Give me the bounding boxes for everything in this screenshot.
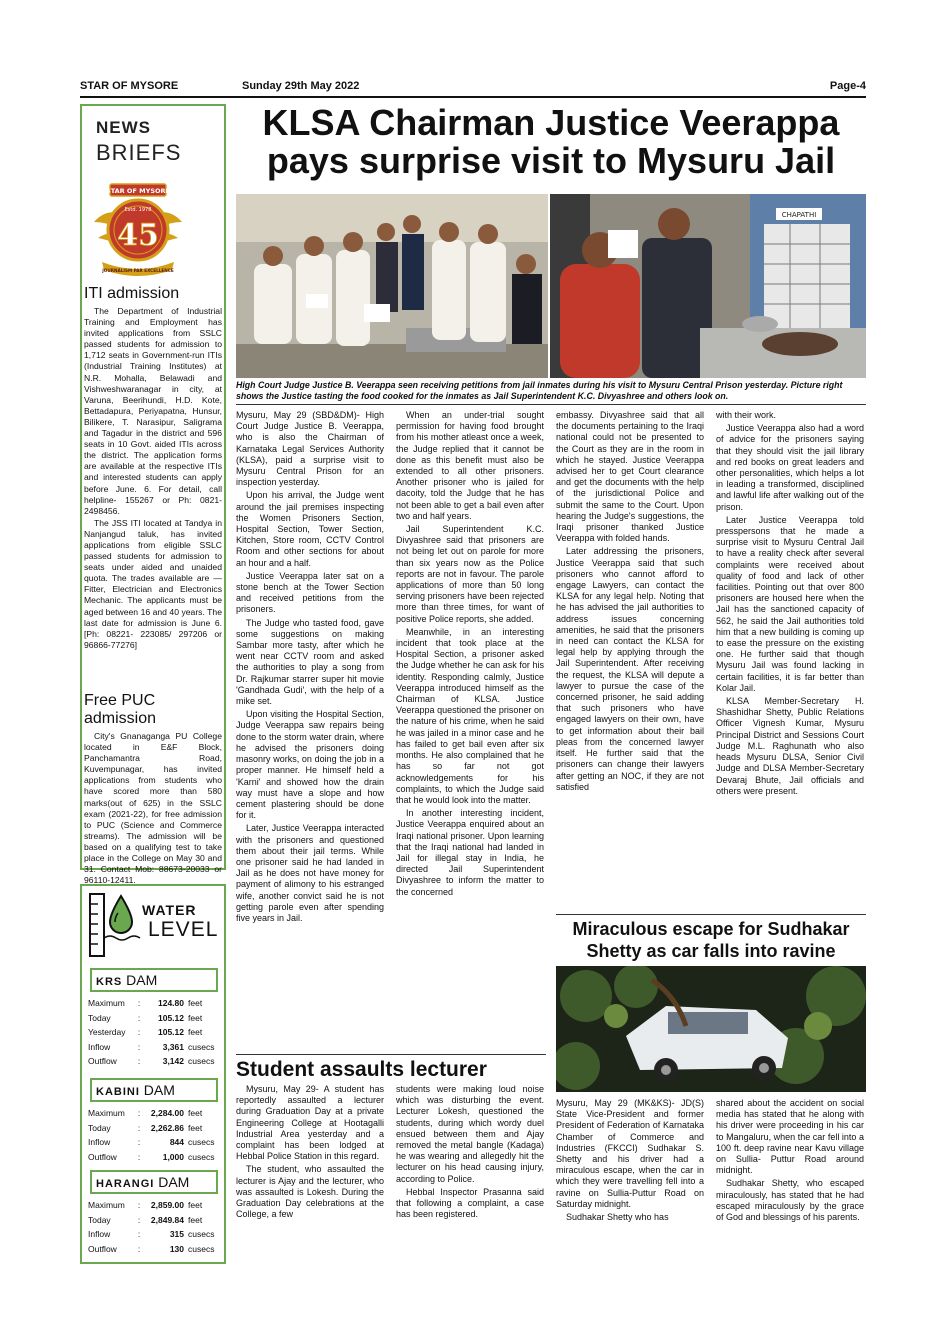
escape-column-1 [556, 1098, 704, 1225]
lead-c2-paragraph: In another interesting incident, Justice Veerappa enquired about an Iraqi national prisoner. Upon learning that the Iraqi national had landed in Jail for illegal stay in India, he directed Jail Superintendent Divyashree to inform the matter to the concerned [396, 808, 544, 897]
svg-text:Estd. 1978: Estd. 1978 [124, 207, 152, 213]
lead-c4-paragraph: with their work. [716, 410, 777, 420]
krs-dam-tab [90, 968, 218, 992]
escape-c2-paragraph: Sudhakar Shetty, who escaped miraculously, has stated that he had escaped miraculously by the grace of God and blessings of his parents. [716, 1178, 864, 1223]
news-briefs-heading [96, 118, 181, 166]
table-row: Inflow : 3,361 cusecs [88, 1041, 215, 1052]
table-row: Inflow : 844 cusecs [88, 1137, 215, 1148]
lead-headline [236, 104, 866, 180]
iti-paragraph-2: The JSS ITI located at Tandya in Nanjangud taluk, has invited applications from eligible SSLC passed students for admission to seats under aided and unaided quota. The trades available are — Fitter, Electrician and Electronics Mechanic. The applicants must be aged between 16 and 40 years. The last date for admission is June 6. [Ph: 08221- 223085/ 297206 or 96866-77276] [84, 517, 222, 650]
escape-column-2 [716, 1098, 864, 1225]
lead-c2-paragraph: When an under-trial sought permission for having food brought from his mother atleast once a week, the Judge replied that it cannot be done as this benefit must also be extended to all other prisoners. Another prisoner who is jailed for dacoity, told the Judge that he has not been able to get a bail even after two and half years. [396, 410, 544, 521]
kabini-dam-suffix: DAM [143, 1082, 175, 1098]
lead-c2-paragraph: Meanwhile, in an interesting incident that took place at the Hospital Section, a prisoner asked the Judge whether he can ask for his identity. Responding calmly, Justice Veerappa introduced himself as the Chairman of KLSA. Justice Veerappa questioned the prisoner on the nature of his crime, when he said he was jailed in a minor case and he has failed to get bail even after six months. He also complained that he has so far not got acknowledgements for his complaints, to which the Judge said that he would look into the matter. [396, 626, 544, 805]
water-gauge-icon [88, 892, 142, 958]
table-row: Inflow : 315 cusecs [88, 1229, 215, 1240]
escape-headline: Miraculous escape for Sudhakar Shetty as car falls into ravine [572, 919, 850, 961]
harangi-dam-table [88, 1198, 222, 1256]
table-row: Outflow : 3,142 cusecs [88, 1056, 215, 1067]
table-row: Today : 2,262.86 feet [88, 1122, 203, 1133]
briefs-label: BRIEFS [96, 140, 182, 165]
paper-name: STAR OF MYSORE [80, 80, 179, 92]
lead-column-2 [396, 410, 544, 900]
page-number: Page-4 [829, 80, 866, 92]
table-row: Maximum : 124.80 feet [88, 998, 203, 1009]
car-in-ravine-photo [556, 966, 866, 1092]
photo-food-tasting [550, 194, 866, 378]
lead-c1-paragraph: Upon visiting the Hospital Section, Judge Veerappa saw repairs being done to the storm water drain, where he advised the prisoners doing masonry works, on doing the job in a proper manner. He himself held a 'Karni' and showed how the drain way must have a slope and how cement plastering should be done for it. [236, 709, 384, 821]
kabini-dam-tab [90, 1078, 218, 1102]
student-c1-paragraph: The student, who assaulted the lecturer is Ajay and the lecturer, who was assaulted is Lokesh. During the Graduation Day celebrations at the College, a few [236, 1164, 384, 1220]
krs-dam-table [88, 996, 222, 1069]
lead-headline-line-1: KLSA Chairman Justice Veerappa [262, 102, 840, 143]
lead-c4-paragraph: Later Justice Veerappa told presspersons that he made a surprise visit to Mysuru Central Jail to have a reality check after several complaints were received about quality of food and lack of other facilities. Pointing out that over 800 prisoners are housed here when the Jail has the sanctioned capacity of 562, he said the Jail authorities told him that a new building is coming up to ease the pressure on the existing one. He further said that though Mysuru Jail was found lacking in certain facilities, it is far better than Kolar Jail. [716, 514, 864, 693]
lead-c1-paragraph: The Judge who tasted food, gave some suggestions on making Sambar more tasty, after which he went near CCTV room and asked the authorities to play a song from Dr. Rajkumar starrer super hit movie 'Gandhada Gudi', with the help of a mike set. [236, 617, 384, 707]
escape-c1-paragraph: Mysuru, May 29 (MK&KS)- JD(S) State Vice-President and former President of Federation of Karnataka Chamber of Commerce and Industries (FKCCI) Sudhakar S. Shetty and his driver had a miraculous escape, when the car in which they were travelling fell into a ravine on Sullia-Puttur Road on Saturday midnight. [556, 1098, 704, 1209]
lead-c4-paragraph: KLSA Member-Secretary H. Shashidhar Shetty, Public Relations Officer Vignesh Kumar, Mysuru Principal District and Sessions Court Judge M.L. Raghunath who also heads Mysuru DLSA, Senior Civil Judge and DLSA Member-Secretary Devaraj Bhute, Jail officials and others were present. [716, 696, 864, 796]
svg-text:45: 45 [117, 218, 159, 253]
food-tasting-photo [550, 194, 866, 378]
puc-admission-heading: Free PUC admission [84, 692, 157, 727]
lead-column-1 [236, 410, 384, 926]
svg-text:JOURNALISM PAR EXCELLENCE: JOURNALISM PAR EXCELLENCE [102, 268, 174, 273]
table-row: Maximum : 2,859.00 feet [88, 1200, 203, 1211]
iti-paragraph-1: The Department of Industrial Training and Employment has invited applications from SSLC passed students for admission to 1,712 seats in Government-run ITIs (Industrial Training Institutes) at N.R. Mohalla, Belawadi and Vishweshwaranagar in city, at Varuna, Beerihundi, H.D. Kote, Bettadapura, Periyapatna, Hunsur, Bilikere, T. Narasipur, Saligrama and Tagadur in the district and 596 seats in 10 Govt. aided ITIs across the district. The application forms are available at the respective ITIs and interested students can apply before June. 6. For detail, call helpline- 155267 or Ph: 0821-2498456. [84, 306, 222, 516]
krs-dam-suffix: DAM [126, 972, 158, 988]
masthead [80, 80, 866, 96]
puc-admission-brief [84, 692, 222, 887]
star-of-mysore-45-logo [88, 178, 188, 282]
table-row: Yesterday : 105.12 feet [88, 1027, 203, 1038]
photo-car-ravine [556, 966, 866, 1092]
escape-c1-paragraph: Sudhakar Shetty who has [566, 1212, 669, 1223]
masthead-rule [80, 96, 866, 98]
lead-c3-paragraph: Later addressing the prisoners, Justice Veerappa said that such prisoners who cannot afford to engage Lawyers, can contact the KLSA for any legal help. Noting that he has advised the jail authorities to address issues concerning amenities, he said that the prisoners in need can contact the KLSA for legal help by applying through the Jail Superintendent. After receiving the request, the KLSA will depute a lawyer to pursue the case of the concerned prisoner, he said adding that such prisoners who have engaged lawyers on their own, have to get information about their bail pleas from the concerned lawyer itself. He further said that the prisoners can change their lawyers after getting an NOC, if they are not satisfied [556, 546, 704, 792]
news-label: NEWS [96, 118, 151, 137]
escape-c2-paragraph: shared about the accident on social media has stated that he along with his driver were proceeding in his car to Mangaluru, when the car fell into a 100 ft. deep ravine near Kavu village on Sullia- Puttur Road around midnight. [716, 1098, 864, 1176]
table-row: Outflow : 1,000 cusecs [88, 1151, 215, 1162]
student-headline: Student assaults lecturer [236, 1058, 487, 1081]
table-row: Outflow : 130 cusecs [88, 1243, 215, 1254]
lead-c3-paragraph: embassy. Divyashree said that all the documents pertaining to the Iraqi national could not be presented to the Court as they are in the room in which he stayed. Justice Veerappa advised her to get Court clearance and get the documents with the help of the jurisdictional Police and submit the same to the Court. Upon hearing the Judge's suggestions, the Iraqi prisoner thanked Justice Veerappa with folded hands. [556, 410, 704, 544]
student-column-1 [236, 1084, 384, 1222]
lead-c2-paragraph: Jail Superintendent K.C. Divyashree said that prisoners are not being let out on parole for more than six years now as the Police reports are not in favour. The parole applications of more than 50 long serving prisoners have been rejected more than three times, for want of positive Police reports, she added. [396, 524, 544, 624]
logo-emblem-icon [88, 178, 188, 282]
lead-column-3 [556, 410, 704, 795]
iti-admission-heading: ITI admission [84, 285, 180, 302]
student-c2-paragraph: Hebbal Inspector Prasanna said that following a complaint, a case has been registered. [396, 1186, 544, 1220]
table-row: Today : 2,849.84 feet [88, 1214, 203, 1225]
svg-text:STAR OF MYSORE: STAR OF MYSORE [106, 187, 170, 195]
svg-text:CHAPATHI: CHAPATHI [781, 211, 817, 219]
water-level-heading [88, 892, 220, 958]
level-label: LEVEL [148, 918, 219, 941]
lead-c1-paragraph: Upon his arrival, the Judge went around the jail premises inspecting the Women Prisoners Section, Hospital Section, Tower Section, Kitchen, Store room, CCTV Control Room and other sections for about an hour and a half. [236, 490, 384, 568]
student-column-2 [396, 1084, 544, 1222]
harangi-dam-tab [90, 1170, 218, 1194]
jail-petitions-photo [236, 194, 548, 378]
kabini-dam-name: KABINI [96, 1086, 140, 1098]
student-story-rule [236, 1054, 546, 1055]
lead-headline-line-2: pays surprise visit to Mysuru Jail [266, 140, 836, 181]
student-c2-paragraph: students were making loud noise which was disturbing the event. Lecturer Lokesh, questioned the students, during which wordy duel ensued between them and Ajay removed the metal bangle (Kadaga) he was wearing and allegedly hit the lecturer on his head causing injury, according to Police. [396, 1084, 544, 1184]
water-label: WATER [142, 902, 197, 918]
student-c1-paragraph: Mysuru, May 29- A student has reportedly assaulted a lecturer during Graduation Day at a private Engineering College at Hootagalli Industrial Area yesterday and a complaint has been lodged at Hebbal Police Station in this regard. [236, 1084, 384, 1162]
caption-rule [236, 404, 866, 405]
issue-date: Sunday 29th May 2022 [242, 80, 360, 92]
kabini-dam-table [88, 1106, 222, 1164]
harangi-dam-suffix: DAM [158, 1174, 190, 1190]
table-row: Today : 105.12 feet [88, 1012, 203, 1023]
lead-c1-paragraph: Mysuru, May 29 (SBD&DM)- High Court Judge Justice B. Veerappa, who is also the Chairman of Karnataka Legal Services Authority (KLSA), paid a surprise visit to Mysuru Central Prison for an inspection yesterday. [236, 410, 384, 488]
harangi-dam-name: HARANGI [96, 1178, 155, 1190]
lead-c1-paragraph: Justice Veerappa later sat on a stone bench at the Tower Section and received petitions from the prisoners. [236, 570, 384, 615]
puc-paragraph-1: City's Gnanaganga PU College located in E&F Block, Panchamantra Road, Kuvempunagar, has invited applications from students who have scored more than 580 marks(out of 625) in the SSLC exam (2021-22), for free admission to PUC (Science and Commerce streams). The admission will be based on a qualifying test to take place in the College on May 30 and 31. Contact Mob: 88673-20033 or 96110-12411. [84, 731, 222, 886]
table-row: Maximum : 2,284.00 feet [88, 1108, 203, 1119]
lead-c4-paragraph: Justice Veerappa also had a word of advice for the prisoners saying that they should visit the jail library and red books on great leaders and other personalities, which helps a lot in leading a transformed, disciplined and lawful life after walking out of the prison. [716, 423, 864, 512]
lead-photo-caption: High Court Judge Justice B. Veerappa seen receiving petitions from jail inmates during his visit to Mysuru Central Prison yesterday. Picture right shows the Justice tasting the food cooked for the inmates as Jail Superintendent K.C. Divyashree and others look on. [236, 380, 843, 401]
lead-column-4 [716, 410, 864, 799]
photo-petitions [236, 194, 548, 378]
lead-c1-paragraph: Later, Justice Veerappa interacted with the prisoners and questioned them about their jail terms. While one prisoner said he had landed in Jail as he does not have money for payment of alimony to his estranged wife, another convict said he is not getting parole even after spending five years in Jail. [236, 823, 384, 923]
iti-admission-brief [84, 285, 222, 652]
escape-story-rule [556, 914, 866, 915]
krs-dam-name: KRS [96, 976, 123, 988]
